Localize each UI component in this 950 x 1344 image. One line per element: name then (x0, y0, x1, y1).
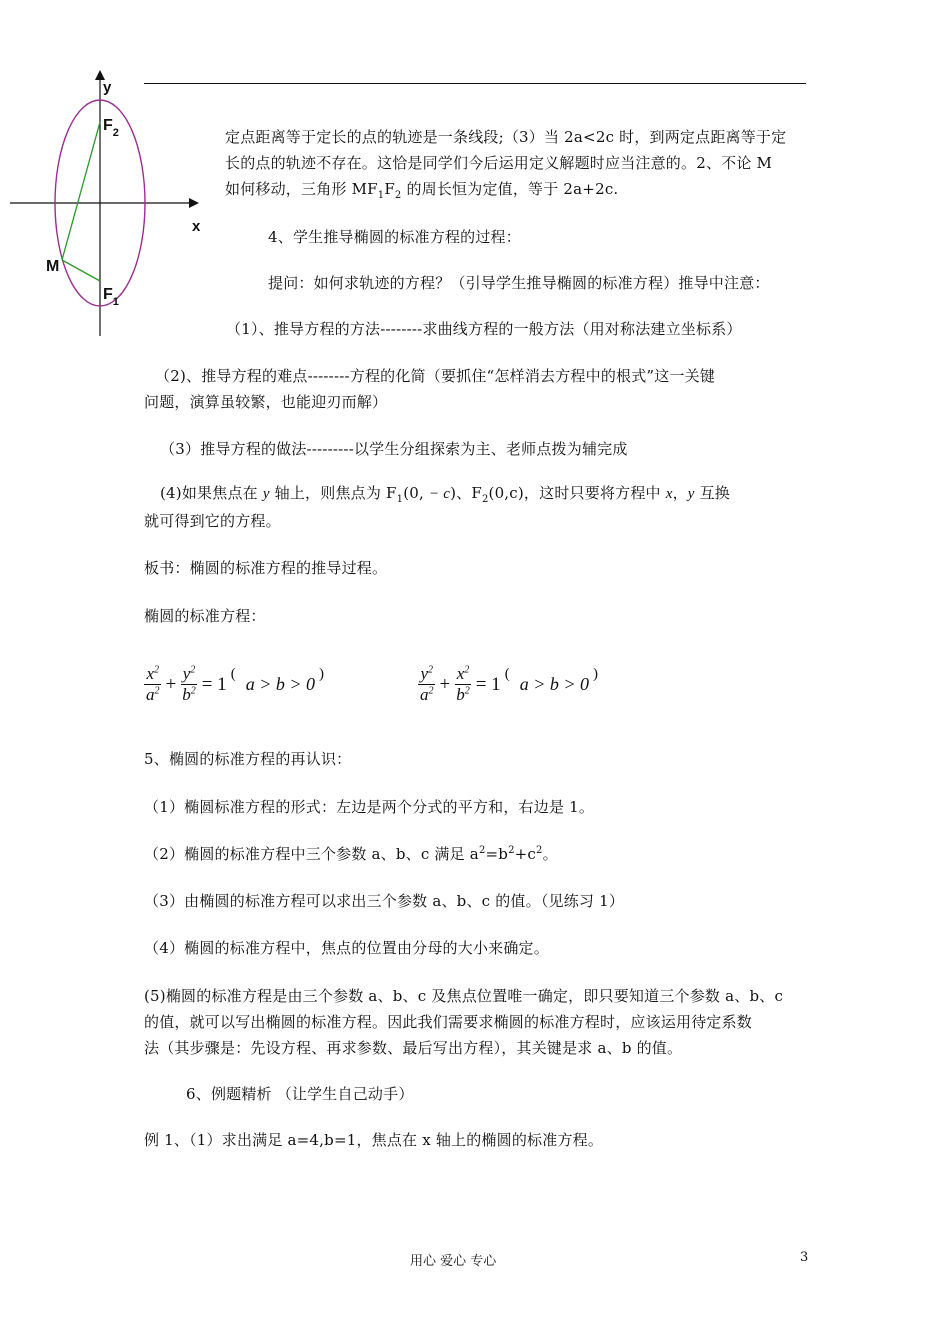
frac-x-over-b: $\frac{x^2}{b^2}$ (456, 664, 470, 704)
example1-line: 例 1、（1）求出满足 a=4,b=1，焦点在 x 轴上的椭圆的标准方程。 (144, 1131, 604, 1149)
page-number: 3 (800, 1250, 809, 1265)
ellipse-figure (0, 66, 215, 341)
point4-line2: 就可得到它的方程。 (144, 512, 281, 530)
item4-heading: 4、学生推导椭圆的标准方程的过程： (268, 228, 521, 246)
recog-5-line3: 法（其步骤是：先设方程、再求参数、最后写出方程），其关键是求 a、b 的值。 (144, 1039, 683, 1057)
equation-x-major: $\frac{x^2}{a^2}$ + $\frac{y^2}{b^2}$ = 1 ( a > b > 0 ) (146, 664, 324, 704)
para1-line1: 定点距离等于定长的点的轨迹是一条线段;（3）当 2a<2c 时，到两定点距离等于定 (225, 128, 787, 146)
point1-line: （1）、推导方程的方法--------求曲线方程的一般方法（用对称法建立坐标系） (226, 320, 742, 338)
point4-line1: (4)如果焦点在 y 轴上，则焦点为 $F_1(0$, − c)、$F_2(0,c)$，这时只要将方程中 x，y 互换 (160, 484, 730, 505)
recog-2: （2）椭圆的标准方程中三个参数 a、b、c 满足 $a^2=b^2+c^2$。 (144, 845, 558, 863)
std-label: 椭圆的标准方程： (144, 607, 266, 625)
label-f1: $F_1$ (103, 286, 119, 308)
board-line: 板书：椭圆的标准方程的推导过程。 (144, 559, 388, 577)
recog-1: （1）椭圆标准方程的形式：左边是两个分式的平方和，右边是 1。 (144, 798, 595, 816)
item6-heading: 6、例题精析 （让学生自己动手） (186, 1085, 414, 1103)
recog-5-line2: 的值，就可以写出椭圆的标准方程。因此我们需要求椭圆的标准方程时，应该运用待定系数 (144, 1013, 753, 1031)
para1-line2: 长的点的轨迹不存在。这恰是同学们今后运用定义解题时应当注意的。2、不论 M (225, 154, 773, 172)
para1-line3: 如何移动，三角形 $MF_1F_2$ 的周长恒为定值，等于 2a+2c. (225, 180, 619, 201)
equation-y-major: $\frac{y^2}{a^2}$ + $\frac{x^2}{b^2}$ = 1 ( a > b > 0 ) (420, 664, 598, 704)
item5-heading: 5、椭圆的标准方程的再认识： (144, 750, 352, 768)
label-f2: $F_2$ (103, 117, 119, 139)
point2-line2: 问题，演算虽较繁，也能迎刃而解） (144, 393, 388, 411)
segment-m-f2 (62, 122, 100, 260)
frac-y-over-a: $\frac{y^2}{a^2}$ (420, 664, 434, 704)
frac-x-over-a: $\frac{x^2}{a^2}$ (146, 664, 160, 704)
recog-3: （3）由椭圆的标准方程可以求出三个参数 a、b、c 的值。（见练习 1） (144, 892, 625, 910)
header-rule (144, 83, 806, 84)
recog-4: （4）椭圆的标准方程中，焦点的位置由分母的大小来确定。 (144, 939, 549, 957)
axis-x-label: x (192, 218, 201, 235)
point2-line1: （2)、推导方程的难点--------方程的化简（要抓住“怎样消去方程中的根式”这一关键 (155, 367, 716, 385)
frac-y-over-b: $\frac{y^2}{b^2}$ (182, 664, 196, 704)
x-axis-arrow (189, 198, 199, 208)
label-m: M (46, 258, 60, 275)
condition: a > b > 0 (519, 674, 589, 694)
point3-line: （3）推导方程的做法---------以学生分组探索为主、老师点拨为辅完成 (160, 440, 628, 458)
axis-y-label: y (103, 79, 112, 96)
footer-center: 用心 爱心 专心 (410, 1254, 497, 1269)
condition: a > b > 0 (245, 674, 315, 694)
question-line: 提问：如何求轨迹的方程？（引导学生推导椭圆的标准方程）推导中注意： (268, 274, 770, 292)
segment-m-f1 (62, 260, 100, 281)
recog-5-line1: (5)椭圆的标准方程是由三个参数 a、b、c 及焦点位置唯一确定，即只要知道三个参数 a、b、c (144, 987, 784, 1005)
